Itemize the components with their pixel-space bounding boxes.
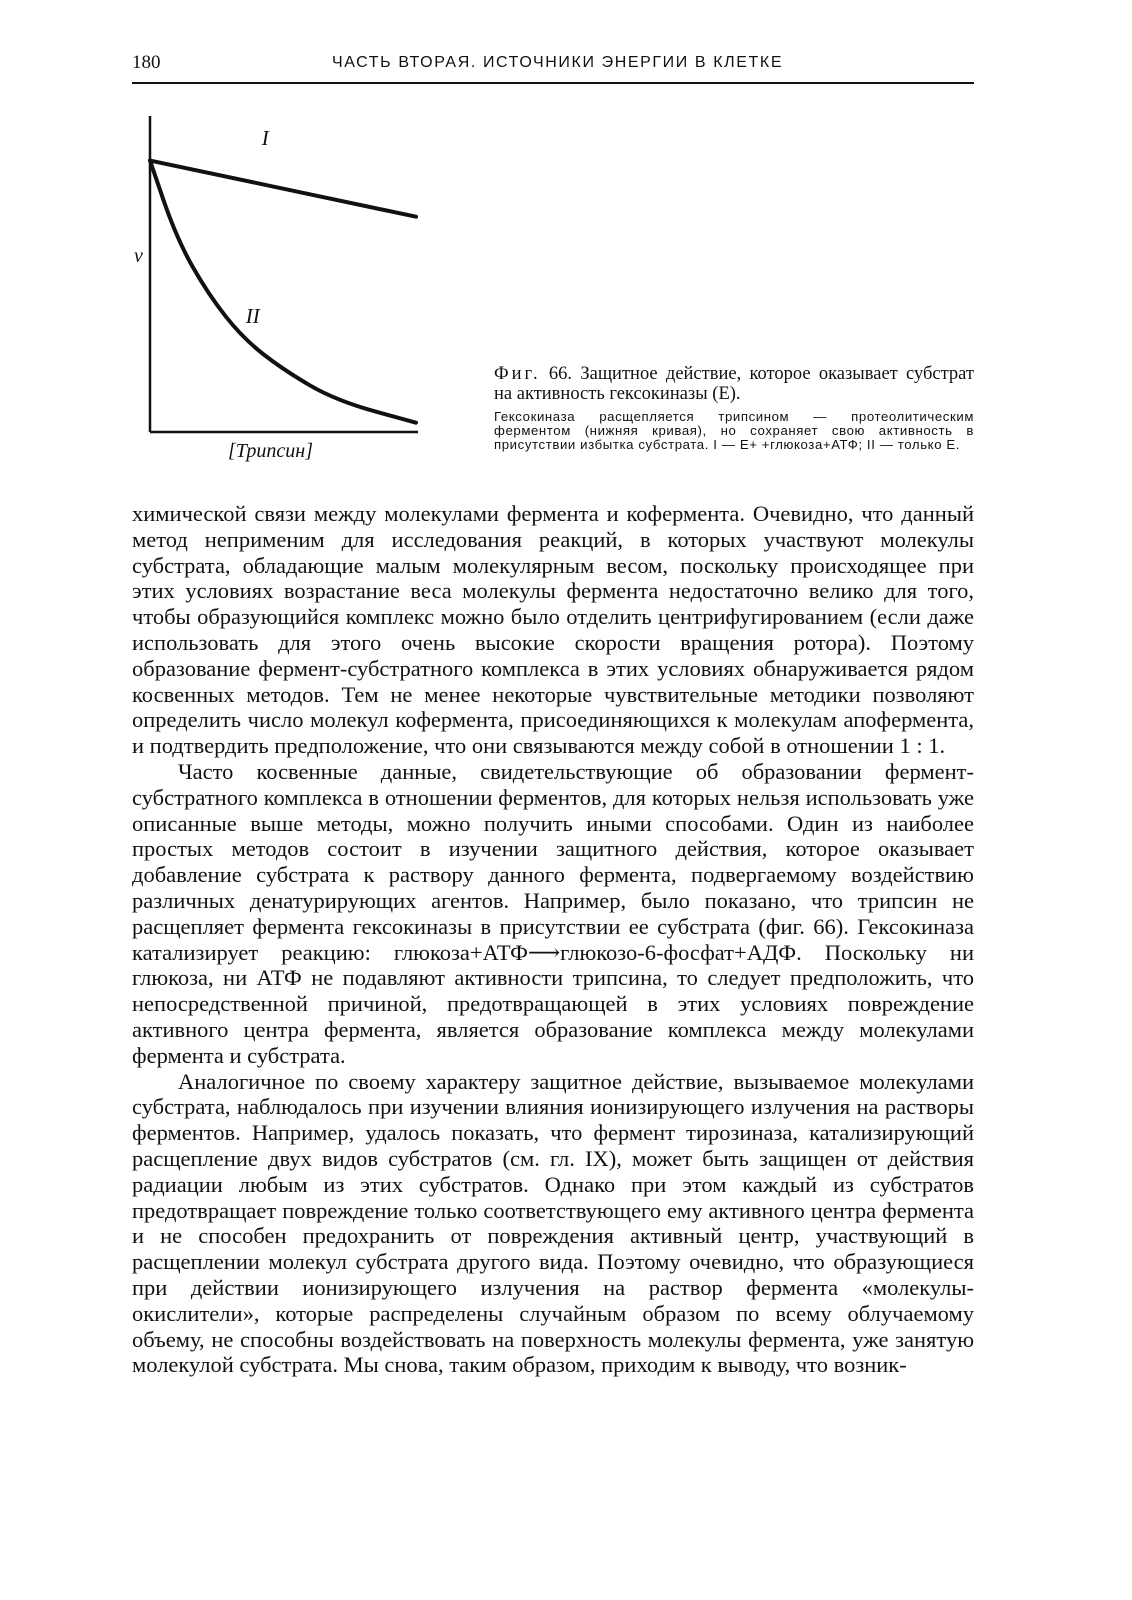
body-text bbox=[132, 501, 974, 1378]
series-label-ii: II bbox=[245, 303, 260, 328]
caption-title bbox=[494, 364, 974, 404]
running-title: ЧАСТЬ ВТОРАЯ. ИСТОЧНИКИ ЭНЕРГИИ В КЛЕТКЕ bbox=[332, 54, 784, 71]
paragraph: химической связи между молекулами фермента и кофермента. Очевидно, что данный метод неприменим для исследования реакций, в которых участвуют молекулы субстрата, обладающие малым молекулярным весом, поскольку происходящее при этих условиях возрастание веса молекулы фермента недостаточно велико для того, чтобы образующийся комплекс можно было отделить центрифугированием (если даже использовать для этого очень высокие скорости вращения ротора). Поэтому образование фермент-субстратного комплекса в этих условиях обнаруживается рядом косвенных методов. Тем не менее некоторые чувствительные методики позволяют определить число молекул кофермента, присоединяющихся к молекулам апофермента, и подтвердить предположение, что они связываются между собой в отношении 1 : 1. bbox=[132, 501, 974, 759]
x-axis-label: [Трипсин] bbox=[228, 440, 313, 462]
paragraph: Аналогичное по своему характеру защитное действие, вызываемое молекулами субстрата, наблюдалось при изучении влияния ионизирующего излучения на растворы ферментов. Например, удалось показать, что фермент тирозиназа, катализирующий расщепление двух видов субстратов (см. гл. IX), может быть защищен от действия радиации любым из этих субстратов. Однако при этом каждый из субстратов предотвращает повреждение только соответствующего ему активного центра фермента и не способен предохранить от повреждения активный центр, участвующий в расщеплении молекул субстрата другого вида. Поэтому очевидно, что образующиеся при действии ионизирующего излучения на раствор фермента «молекулы-окислители», которые распределены случайным образом по всему облучаемому объему, не способны воздействовать на поверхность молекулы фермента, уже занятую молекулой субстрата. Мы снова, таким образом, приходим к выводу, что возник- bbox=[132, 1068, 974, 1378]
series-label-i: I bbox=[261, 125, 269, 150]
page-number: 180 bbox=[132, 52, 161, 73]
figure-caption bbox=[494, 364, 974, 453]
series-ii-line bbox=[150, 161, 416, 423]
paragraph: Часто косвенные данные, свидетельствующие об образовании фермент-субстратного комплекса в отношении ферментов, для которых нельзя использовать уже описанные выше методы, можно получить иными способами. Один из наиболее простых методов состоит в изучении защитного действия, которое оказывает добавление субстрата к раствору данного фермента, подвергаемому воздействию различных денатурирующих агентов. Например, было показано, что трипсин не расщепляет фермента гексокиназы в присутствии ее субстрата (фиг. 66). Гексокиназа катализирует реакцию: глюкоза+АТФ⟶глюкозо-6-фосфат+АДФ. Поскольку ни глюкоза, ни АТФ не подавляют активности трипсина, то следует предположить, что непосредственной причиной, предотвращающей в этих условиях повреждение активного центра фермента, является образование комплекса между молекулами фермента и субстрата. bbox=[132, 758, 974, 1068]
page-header bbox=[132, 48, 974, 84]
y-axis-label: v bbox=[134, 245, 143, 267]
caption-title-text: 66. Защитное действие, которое оказывает субстрат на активность гексокиназы (Е). bbox=[494, 364, 974, 404]
figure-66 bbox=[128, 110, 448, 470]
protection-chart bbox=[128, 110, 448, 470]
caption-prefix: Фиг. bbox=[494, 364, 541, 384]
series-i-line bbox=[150, 161, 416, 217]
caption-body: Гексокиназа расщепляется трипсином — протеолитическим ферментом (нижняя кривая), но сохраняет свою активность в присутствии избытка субстрата. I — Е+ +глюкоза+АТФ; II — только Е. bbox=[494, 409, 974, 453]
